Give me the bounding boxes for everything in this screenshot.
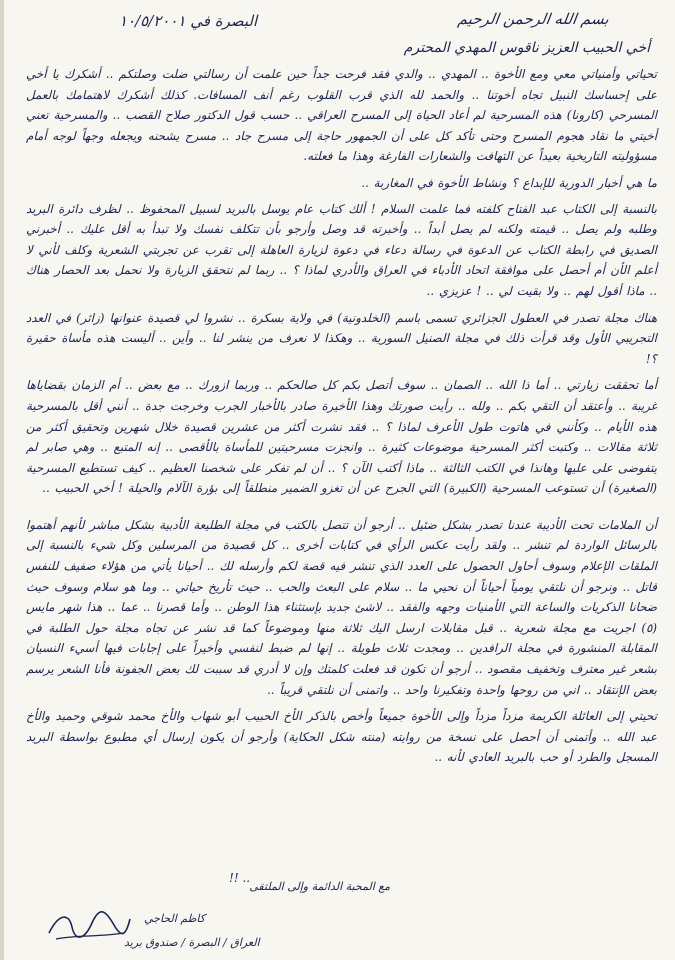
paragraph-2: ما هي أخبار الدورية للإبداع ؟ ونشاط الأخوة في المغاربة .. xyxy=(361,175,657,190)
salutation: أخي الحبيب العزيز ناقوس المهدي المحترم xyxy=(403,40,650,56)
signature-address: العراق / البصرة / صندوق بريد xyxy=(124,936,260,949)
basmala: بسم الله الرحمن الرحيم xyxy=(456,10,611,28)
letter-body xyxy=(26,64,657,773)
signature-scribble xyxy=(44,905,134,945)
letter-date: البصرة في ١٠/٥/٢٠٠١ xyxy=(119,12,258,30)
ellipsis-mark: !! .. xyxy=(229,871,251,885)
paragraph-1: تحياتي وأمنياتي معي ومع الأخوة .. المهدي .. والدي فقد فرحت جداً حين علمت أن رسالتي ضلت وصلتكم .. أشكرك يا أخي على إحساسك النبيل تجاه أخوتنا .. والحمد لله الذي قرب القلوب رغم أنف المسافات. كذلك أشكرك لاهتمامك بالعمل المسرحي (كارونا) هذه المسرحية لم أعاد الحياة إلى المسرح العراقي .. حسب قول الدكتور صلاح القصب .. والمسرحية تعني أخيتي ما نقاد هجوم المسرح وحتى تأكد كل على أن الجمهور حاجة إلى مسرح جاد .. مسرح يشحنه ويجعله وجهاً لوجه أمام مسؤوليته التاريخية بعيداً عن التهافت والشعارات الفارغة وهذا ما فعلته. xyxy=(26,67,657,164)
paragraph-7: تحيتي إلى العائلة الكريمة مزداً مزداً وإلى الأخوة جميعاً وأخص بالذكر الأخ الحبيب أبو شهاب والأخ محمد شوقي وحميد والأخ عبد الله .. وأتمنى أن أحصل على نسخة من روايته (منته شكل الحكاية) وأرجو أن يكون إرسال أي مطبوع بواسطة البريد المسجل والطرد أو حب بالبريد العادي لأنه .. xyxy=(26,709,657,765)
paragraph-5: أما تحققت زيارتي .. أما ذا الله .. الصمان .. سوف أتصل بكم كل صالحكم .. وربما ازورك .. مع بعض .. أم الزمان بقضاياها غريبة .. وأعتقد أن التقي بكم .. ولله .. رأيت صورتك وهذا الأخيرة صادر بالأخبار الجرب وخرجت جدة .. أنني أقل بالمسرحية هذه الأيام .. وكأنني في هاتوت طول الأعرف لماذا ؟ .. فقد نشرت أكثر من عشرين قصيدة خلال شهرين وتحقيق أكثر من ثلاثة مقالات .. وكتبت أكثر المسرحية موضوعات كثيرة .. وانجزت مسرحيتين للمأساة بالأقصى .. إنه المتبع .. وهي صابر لم يتفوضى على عليها وهانذا في الكتب الثالثة .. ماذا أكتب الآن ؟ .. أن لم تفكر على شخصنا العظيم .. كيف تستطيع المسرحية (الصغيرة) أن تستوعب المسرحية (الكبيرة) التي الجرح عن أن تغزو الضمير منطلقاً إلى بؤرة الآلام والحيلة ! أخي الحبيب .. xyxy=(26,378,657,496)
closing-line: مع المحبة الدائمة وإلى الملتقى xyxy=(249,880,390,893)
paragraph-3: بالنسبة إلى الكتاب عبد الفتاح كلفته فما علمت السلام ! ألك كتاب عام يوسل بالبريد لسبيل المحفوظ .. لظرف دائرة البريد وطلبه ولم يصل .. قيمته ولكنه لم يصل أبداً .. وأخبرته قد وصل وأرجو بأن تتكلف نفسك ولا تبدأ به أقل عليك .. أخبرني الصديق في رابطة الكتاب عن الدعوة في رسالة دعاء في دعوة لزيارة العاهلة إلى تقرب عن تجربتي الشعرية وكلف لأني لا أعلم الأن أم أحصل على موافقة اتحاد الأدباء في العراق والأدري لماذا ؟ .. ربما لم نتحقق الزيارة ولا نحمل بعد الحصار هناك .. ماذا أقول لهم .. ولا بقيت لي .. ! عزيزي .. xyxy=(26,201,657,298)
signature-name: كاظم الحاجي xyxy=(144,912,205,925)
paragraph-6: أن الملامات تحت الأديبة عندنا تصدر بشكل ضئيل .. أرجو أن تتصل بالكتب في مجلة الطليعة الأدبية بشكل مباشر لأنهم أهتموا بالرسائل الواردة لم تنشر .. ولقد رأيت عكس الرأي في كتابات أخرى .. كل قصيدة من المرسلين وكل شيء بالنسبة إلى الملقات الإعلام وسوف أحاول الحصول على العدد الذي تنشر فيه قصة لكم وأرسله لك .. أحيانا يأتي من هؤلاء صفيف للنفس قاتل .. ونرجو أن نلتقي يومياً أحياناً أن نحيي ما .. سلام على البعث والحب .. حيث تأريخ حياتي .. وما هو سلام وسوف حيث ضحانا الذكريات والساعة التي الأمنيات وجهه والفقد .. لاشئ جديد بإستثناء هذا الوطن .. وأما قصرنا .. عما .. هذا شهر مايس (٥) اجريت مع مجلة شعرية .. قبل مقابلات ارسل اليك ثلاثة منها وموضوعاً كما قد نشر عن تجاه مجلة حول الطلبة في المقابلة المنشورة في مجلة الرافدين .. ومجدت ثلاث طويلة .. إنها لم ضبط لنفسي وأخيراً على إجابات فيها أسيء النسيان بشعر غير معترف وتخفيف مقصود .. أرجو أن تكون قد فعلت كلمتك وإن لا أدري قد سببت لك بعض الجفونة فأنا الشعر يرسم بعض الإنتقاد .. اني من روحها واحدة وتفكيرنا واحد .. واتمنى أن نلتقي قريباً .. xyxy=(26,517,657,697)
paragraph-4: هناك مجلة تصدر في العطول الجزائري تسمى باسم (الخلدونية) في ولاية بسكرة .. نشروا لي قصيدة عنوانها (زائر) في العدد التجريبي الأول وقد قرأت ذلك في مجلة الصنيل السورية .. وهكذا لا نعرف من ينشر لنا .. وأين .. أليست هذه مأساة حقيرة ؟! xyxy=(26,310,657,366)
letter-header xyxy=(4,10,675,40)
